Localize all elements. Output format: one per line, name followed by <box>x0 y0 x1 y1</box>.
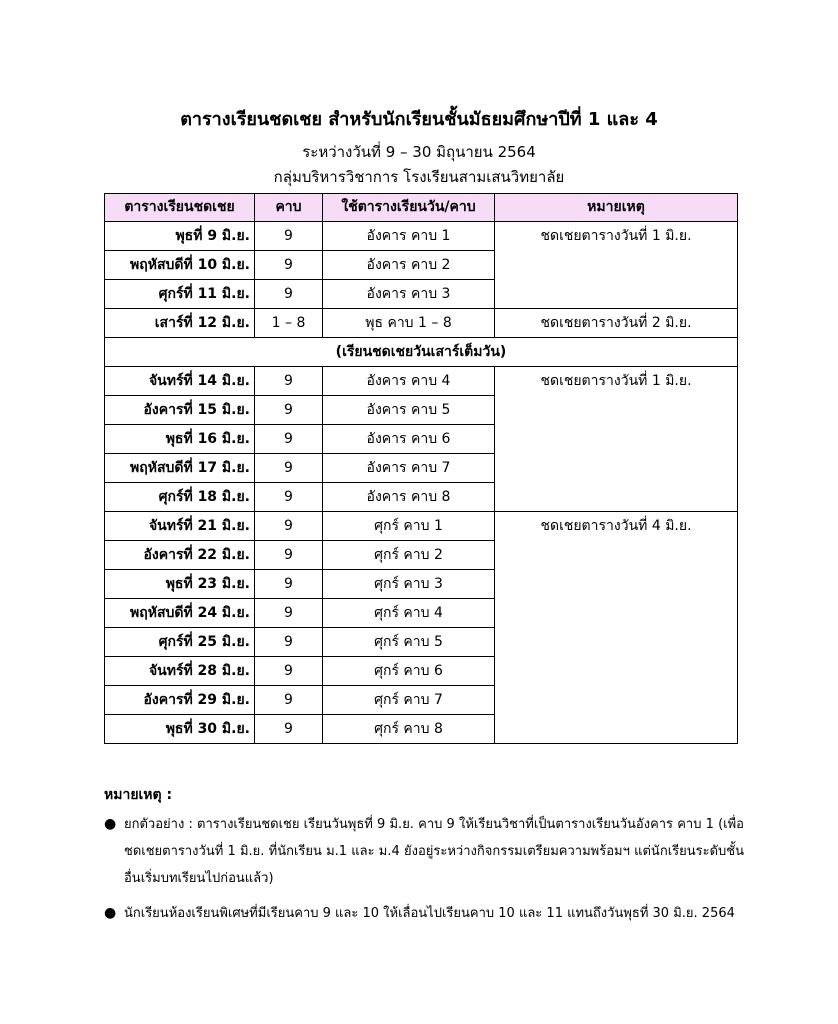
date-cell: พฤหัสบดีที่ 10 มิ.ย. <box>105 251 255 280</box>
date-cell: อังคารที่ 15 มิ.ย. <box>105 396 255 425</box>
use-day-cell: ศุกร์ คาบ 7 <box>323 686 495 715</box>
period-cell: 9 <box>255 483 323 512</box>
header-use-day: ใช้ตารางเรียนวัน/คาบ <box>323 194 495 222</box>
date-cell: พุธที่ 9 มิ.ย. <box>105 222 255 251</box>
period-cell: 9 <box>255 599 323 628</box>
date-cell: พุธที่ 16 มิ.ย. <box>105 425 255 454</box>
date-cell: ศุกร์ที่ 11 มิ.ย. <box>105 280 255 309</box>
table-body <box>105 222 738 744</box>
use-day-cell: ศุกร์ คาบ 4 <box>323 599 495 628</box>
date-cell: เสาร์ที่ 12 มิ.ย. <box>105 309 255 338</box>
use-day-cell: ศุกร์ คาบ 8 <box>323 715 495 744</box>
use-day-cell: ศุกร์ คาบ 1 <box>323 512 495 541</box>
period-cell: 9 <box>255 425 323 454</box>
use-day-cell: อังคาร คาบ 8 <box>323 483 495 512</box>
use-day-cell: ศุกร์ คาบ 2 <box>323 541 495 570</box>
date-cell: จันทร์ที่ 21 มิ.ย. <box>105 512 255 541</box>
date-cell: พุธที่ 30 มิ.ย. <box>105 715 255 744</box>
remark-cell: ชดเชยตารางวันที่ 4 มิ.ย. <box>495 512 738 744</box>
note-item-1 <box>104 811 744 892</box>
period-cell: 9 <box>255 715 323 744</box>
date-cell: ศุกร์ที่ 25 มิ.ย. <box>105 628 255 657</box>
remark-cell: ชดเชยตารางวันที่ 2 มิ.ย. <box>495 309 738 338</box>
period-cell: 9 <box>255 628 323 657</box>
period-cell: 9 <box>255 657 323 686</box>
period-cell: 9 <box>255 280 323 309</box>
period-cell: 9 <box>255 222 323 251</box>
makeup-schedule-table <box>104 193 738 744</box>
period-cell: 9 <box>255 541 323 570</box>
period-cell: 9 <box>255 570 323 599</box>
header-remark: หมายเหตุ <box>495 194 738 222</box>
use-day-cell: อังคาร คาบ 7 <box>323 454 495 483</box>
note-text-1: ยกตัวอย่าง : ตารางเรียนชดเชย เรียนวันพุธที่ 9 มิ.ย. คาบ 9 ให้เรียนวิชาที่เป็นตารางเรียนวันอังคาร คาบ 1 (เพื่อชดเชยตารางวันที่ 1 มิ.ย. ที่นักเรียน ม.1 และ ม.4 ยังอยู่ระหว่างกิจกรรมเตรียมความพร้อมฯ แต่นักเรียนระดับชั้นอื่นเริ่มบทเรียนไปก่อนแล้ว) <box>124 817 744 886</box>
date-cell: พุธที่ 23 มิ.ย. <box>105 570 255 599</box>
table-row <box>105 367 738 396</box>
period-cell: 9 <box>255 251 323 280</box>
use-day-cell: อังคาร คาบ 3 <box>323 280 495 309</box>
header-period: คาบ <box>255 194 323 222</box>
use-day-cell: อังคาร คาบ 1 <box>323 222 495 251</box>
use-day-cell: อังคาร คาบ 4 <box>323 367 495 396</box>
table-row <box>105 512 738 541</box>
table-row <box>105 338 738 367</box>
use-day-cell: ศุกร์ คาบ 6 <box>323 657 495 686</box>
remark-cell: ชดเชยตารางวันที่ 1 มิ.ย. <box>495 222 738 309</box>
remark-cell: ชดเชยตารางวันที่ 1 มิ.ย. <box>495 367 738 512</box>
period-cell: 1 – 8 <box>255 309 323 338</box>
use-day-cell: ศุกร์ คาบ 3 <box>323 570 495 599</box>
date-cell: พฤหัสบดีที่ 24 มิ.ย. <box>105 599 255 628</box>
use-day-cell: อังคาร คาบ 2 <box>323 251 495 280</box>
full-day-note: (เรียนชดเชยวันเสาร์เต็มวัน) <box>105 338 738 367</box>
table-row <box>105 222 738 251</box>
use-day-cell: พุธ คาบ 1 – 8 <box>323 309 495 338</box>
table-header-row <box>105 194 738 222</box>
period-cell: 9 <box>255 454 323 483</box>
period-cell: 9 <box>255 686 323 715</box>
date-cell: จันทร์ที่ 28 มิ.ย. <box>105 657 255 686</box>
note-text-2: นักเรียนห้องเรียนพิเศษที่มีเรียนคาบ 9 และ 10 ให้เลื่อนไปเรียนคาบ 10 และ 11 แทนถึงวันพุธที่ 30 มิ.ย. 2564 <box>124 906 735 921</box>
bullet-dot-icon: ● <box>104 816 117 832</box>
date-cell: ศุกร์ที่ 18 มิ.ย. <box>105 483 255 512</box>
notes-heading: หมายเหตุ : <box>104 787 173 803</box>
use-day-cell: ศุกร์ คาบ 5 <box>323 628 495 657</box>
period-cell: 9 <box>255 512 323 541</box>
header-schedule: ตารางเรียนชดเชย <box>105 194 255 222</box>
date-cell: พฤหัสบดีที่ 17 มิ.ย. <box>105 454 255 483</box>
date-cell: อังคารที่ 22 มิ.ย. <box>105 541 255 570</box>
use-day-cell: อังคาร คาบ 6 <box>323 425 495 454</box>
date-range-subtitle: ระหว่างวันที่ 9 – 30 มิถุนายน 2564 <box>302 143 536 161</box>
note-item-2 <box>104 900 744 927</box>
date-cell: อังคารที่ 29 มิ.ย. <box>105 686 255 715</box>
period-cell: 9 <box>255 396 323 425</box>
department-subtitle: กลุ่มบริหารวิชาการ โรงเรียนสามเสนวิทยาลัย <box>273 168 565 186</box>
document-title: ตารางเรียนชดเชย สำหรับนักเรียนชั้นมัธยมศึกษาปีที่ 1 และ 4 <box>180 109 658 130</box>
use-day-cell: อังคาร คาบ 5 <box>323 396 495 425</box>
table-row <box>105 309 738 338</box>
date-cell: จันทร์ที่ 14 มิ.ย. <box>105 367 255 396</box>
bullet-dot-icon: ● <box>104 905 117 921</box>
period-cell: 9 <box>255 367 323 396</box>
